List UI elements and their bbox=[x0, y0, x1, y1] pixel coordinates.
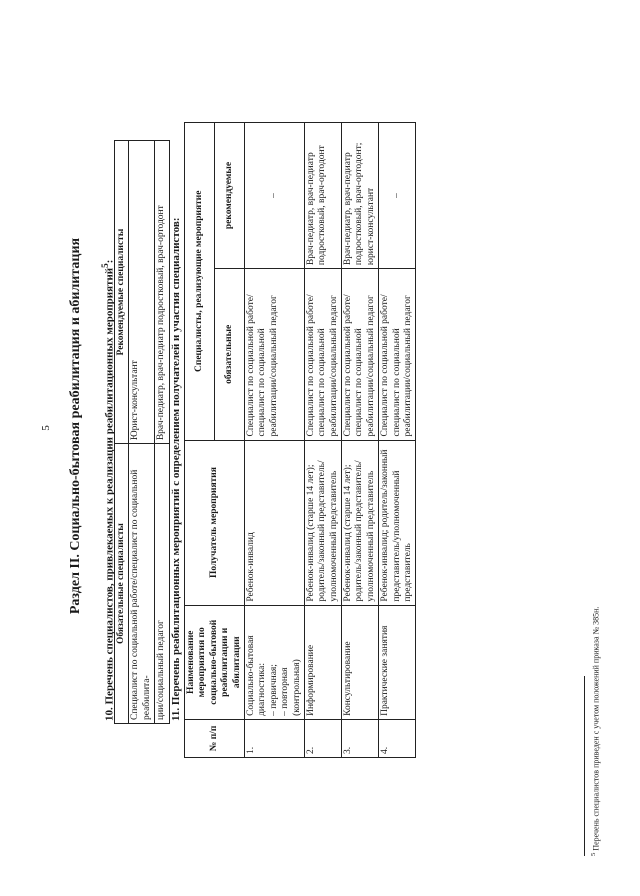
required-cell: Специалист по социальной работе/специалист по социальной реабилитации/социальный педагог bbox=[342, 269, 379, 440]
recommended-cell: Врач-педиатр, врач-педиатр подростковый, врач-ортодонт; юрист-консультант bbox=[342, 123, 379, 269]
table-row bbox=[379, 123, 416, 758]
measures-table bbox=[184, 122, 416, 758]
recommended-cell: Врач-педиатр, врач-педиатр подростковый, врач-ортодонт bbox=[304, 123, 341, 269]
section-10-title: 10. Перечень специалистов, привлекаемых к реализации реабилитационных мероприятий bbox=[103, 267, 116, 721]
measure-name-line: Социально-бытовая bbox=[245, 635, 256, 716]
section-10-title-tail: : bbox=[103, 259, 116, 264]
row-num: 4. bbox=[379, 719, 416, 757]
required-cell: Специалист по социальной работе/специалист по социальной реабилитации/социальный педагог bbox=[379, 269, 416, 440]
header-required-specialists: Обязательные специалисты bbox=[115, 444, 129, 724]
recipient-cell: Ребенок-инвалид (старше 14 лет); родитель/законный представитель/уполномоченный представитель bbox=[342, 440, 379, 605]
recipient-cell: Ребенок-инвалид (старше 14 лет); родитель/законный представитель/уполномоченный представитель bbox=[304, 440, 341, 605]
measure-name-line: – первичная; bbox=[268, 664, 279, 716]
measure-name: Консультирование bbox=[342, 605, 379, 719]
table-row bbox=[244, 123, 304, 758]
section-11-heading: 11. Перечень реабилитационных мероприятий с определением получателей и участия специалистов: bbox=[170, 217, 182, 721]
recommended-specialist-cell: Юрист-консультант bbox=[129, 141, 155, 444]
header-required: обязательные bbox=[214, 269, 244, 440]
specialists-table-header bbox=[115, 141, 129, 724]
measure-name: Практические занятия bbox=[379, 605, 416, 719]
table-row bbox=[342, 123, 379, 758]
header-num: № п/п bbox=[185, 719, 245, 757]
recommended-specialist-cell: Врач-педиатр, врач-педиатр подростковый, врач-ортодонт bbox=[155, 141, 169, 444]
footnote-text: Перечень специалистов приведен с учетом положений приказа № 385н. bbox=[591, 606, 601, 851]
footnote-divider bbox=[584, 676, 585, 856]
recommended-cell: – bbox=[379, 123, 416, 269]
measure-name: Информирование bbox=[304, 605, 341, 719]
table-row bbox=[129, 141, 155, 724]
header-measure-name: Наименование мероприятия по социально-бытовой реабилитации и абилитации bbox=[185, 605, 245, 719]
header-specialists: Специалисты, реализующие мероприятие bbox=[185, 123, 215, 441]
footnote bbox=[590, 607, 601, 856]
table-row bbox=[155, 141, 169, 724]
recipient-cell: Ребенок-инвалид; родитель/законный представитель/уполномоченный представитель bbox=[379, 440, 416, 605]
measure-name bbox=[244, 605, 304, 719]
row-num: 2. bbox=[304, 719, 341, 757]
recipient-cell: Ребенок-инвалид bbox=[244, 440, 304, 605]
page-number: 5 bbox=[40, 425, 52, 431]
section-title: Раздел II. Социально-бытовая реабилитация и абилитация bbox=[68, 237, 83, 615]
header-recipient: Получатель мероприятия bbox=[185, 440, 245, 605]
recommended-cell: – bbox=[244, 123, 304, 269]
measures-table-header bbox=[185, 123, 215, 758]
row-num: 3. bbox=[342, 719, 379, 757]
measure-name-line: – повторная (контрольная) bbox=[280, 659, 302, 716]
measure-name-line: диагностика: bbox=[257, 663, 268, 716]
header-recommended: рекомендуемые bbox=[214, 123, 244, 269]
required-cell: Специалист по социальной работе/специалист по социальной реабилитации/социальный педагог bbox=[304, 269, 341, 440]
table-row bbox=[304, 123, 341, 758]
footnote-ref: 5 bbox=[100, 263, 110, 268]
row-num: 1. bbox=[244, 719, 304, 757]
required-specialist-cell: Специалист по социальной работе/специалист по социальной реабилита- bbox=[129, 444, 155, 724]
footnote-mark: 5 bbox=[590, 852, 597, 856]
specialists-table bbox=[114, 140, 170, 724]
required-cell: Специалист по социальной работе/специалист по социальной реабилитации/социальный педагог bbox=[244, 269, 304, 440]
required-specialist-cell: ции/социальный педагог bbox=[155, 444, 169, 724]
header-recommended-specialists: Рекомендуемые специалисты bbox=[115, 141, 129, 444]
